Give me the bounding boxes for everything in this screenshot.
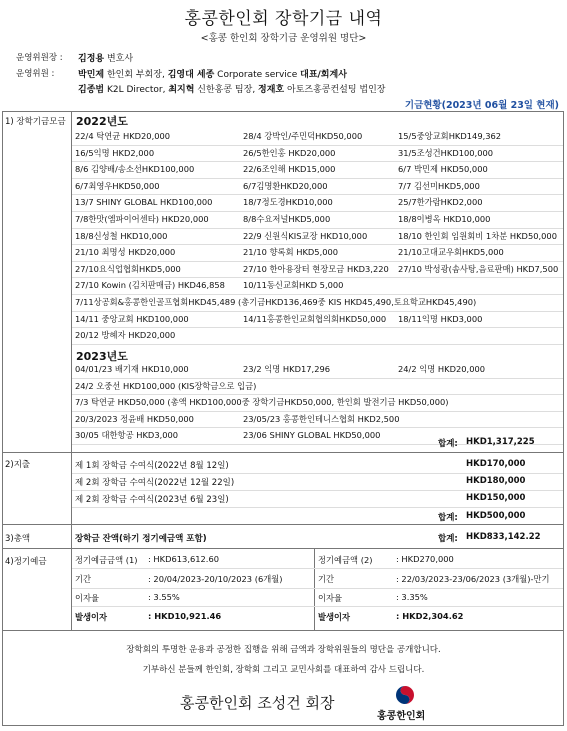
committee-text-run: 김영대 세종: [167, 70, 215, 80]
donation-entry: 23/2 익명 HKD17,296: [243, 364, 331, 374]
committee-text-run: 아토즈홍콩컨설팅 법인장: [284, 85, 386, 95]
donation-entry: 16/5익명 HKD2,000: [75, 147, 155, 158]
column-divider: [71, 111, 72, 631]
deposit-divider: [314, 548, 315, 630]
footer-note-transparency: 장학회의 투명한 운용과 공정한 집행을 위해 금액과 장학위원들의 명단을 공개합니다.: [126, 645, 441, 655]
association-logo: [360, 685, 450, 725]
row-line: [72, 228, 563, 229]
donation-entry: 22/4 탁연균 HKD20,000: [75, 131, 171, 141]
row-line: [72, 145, 563, 146]
section-label-total: 3)총액: [5, 534, 31, 544]
row-line: [72, 211, 563, 212]
donation-entry: 22/9 신원식KIS교장 HKD10,000: [243, 230, 368, 241]
row-line: [72, 178, 563, 179]
members-label: 운영위원 :: [16, 69, 55, 79]
donation-entry: 18/8신성철 HKD10,000: [75, 230, 168, 241]
deposit1-interest-value: : HKD10,921.46: [148, 611, 222, 621]
expenditure-amount-3: HKD150,000: [466, 493, 526, 503]
donation-entry: 27/10 박성광(솜사탕,음료판매) HKD7,500: [398, 263, 559, 274]
committee-text-run: K2L Director,: [104, 85, 169, 95]
deposit2-rate-label: 이자율: [318, 593, 343, 603]
chair-name: 김정용: [78, 54, 105, 64]
donation-entry: 22/6조인해 HKD15,000: [243, 164, 336, 175]
row-line: [72, 277, 563, 278]
donation-entry: 04/01/23 배기재 HKD10,000: [75, 364, 189, 374]
divider-deposits-end: [2, 630, 564, 631]
deposit2-period-label: 기간: [318, 574, 335, 584]
donation-entry: 18/7정도경HKD10,000: [243, 197, 333, 208]
row-line: [72, 507, 563, 508]
donation-entry: 18/10 한인회 임원회비 1차분 HKD50,000: [398, 230, 557, 241]
row-line: [72, 194, 563, 195]
donation-entry: 25/7한가람HKD2,000: [398, 197, 483, 208]
deposit1-rate-label: 이자율: [75, 593, 100, 603]
expenditure-item-3: 제 2회 장학금 수여식(2023년 6월 23일): [75, 495, 229, 505]
section-label-deposits: 4)정기예금: [5, 557, 47, 567]
row-line: [72, 311, 563, 312]
donation-entry: 26/5한인홍 HKD20,000: [243, 147, 336, 158]
deposit1-amount-label: 정기예금금액 (1): [75, 555, 138, 565]
row-line: [72, 606, 563, 607]
signature: 홍콩한인회 조성건 회장: [180, 694, 335, 712]
section-label-expenditure: 2)지출: [5, 460, 31, 470]
donation-entry: 20/3/2023 정윤배 HKD50,000: [75, 413, 194, 424]
logo-text: 홍콩한인회: [377, 711, 426, 722]
row-line: [72, 427, 563, 428]
donation-entry: 6/7 박민제 HKD50,000: [398, 164, 488, 175]
donation-entry: 23/05/23 홍콩한인테니스협회 HKD2,500: [243, 413, 400, 424]
committee-text-run: 박민제: [78, 70, 105, 80]
donation-entry: 27/10요식업협회HKD5,000: [75, 263, 181, 274]
donation-entry: 10/11동신교회HKD 5,000: [243, 280, 344, 291]
row-line: [72, 588, 563, 589]
row-line: [72, 344, 563, 345]
row-line: [72, 244, 563, 245]
donation-entry: 7/11상공회&홍콩한인골프협회HKD45,489 (총기금HKD136,469중 KIS HKD45,490,토요학교HKD45,490): [75, 297, 477, 307]
divider-balance-end: [2, 548, 564, 549]
deposit1-period-label: 기간: [75, 574, 92, 584]
footer-note-thanks: 기부하신 분들께 한인회, 장학회 그리고 교민사회를 대표하여 감사 드립니다.: [142, 665, 425, 675]
row-line: [72, 294, 563, 295]
year-2023-heading: 2023년도: [76, 350, 128, 363]
row-line: [72, 161, 563, 162]
deposit2-amount-value: : HKD270,000: [396, 554, 454, 564]
donation-entry: 6/7김명환HKD20,000: [243, 180, 328, 191]
donation-entry: 28/4 강박인/주민덕HKD50,000: [243, 131, 363, 141]
donation-entry: 7/7 김선미HKD5,000: [398, 180, 480, 191]
taegeuk-logo-icon: [395, 685, 415, 705]
row-line: [72, 490, 563, 491]
fund-status-date: 기금현황(2023년 06월 23일 현재): [404, 100, 559, 111]
deposit1-amount-value: : HKD613,612.60: [148, 554, 220, 564]
donations-total-value: HKD1,317,225: [466, 437, 535, 447]
donation-entry: 7/8한맛(엠파이어센타) HKD20,000: [75, 214, 209, 224]
donation-entry: 31/5조성건HKD100,000: [398, 147, 494, 158]
row-line: [72, 473, 563, 474]
row-line: [72, 378, 563, 379]
donations-total-label: 합계:: [438, 439, 458, 449]
committee-text-run: 대표/회계사: [300, 70, 347, 80]
donation-entry: 14/11홍콩한인교회협의회HKD50,000: [243, 313, 387, 324]
donation-entry: 13/7 SHINY GLOBAL HKD100,000: [75, 197, 213, 208]
deposit2-period-value: : 22/03/2023-23/06/2023 (3개월)-만기: [396, 574, 550, 584]
donation-entry: 20/12 방혜자 HKD20,000: [75, 330, 176, 341]
balance-total-label: 합계:: [438, 534, 458, 544]
donation-entry: 24/2 오중선 HKD100,000 (KIS장학금으로 입금): [75, 380, 257, 391]
donation-entry: 8/6 김양배/송소선HKD100,000: [75, 164, 195, 175]
document-title: 홍콩한인회 장학기금 내역: [184, 9, 383, 29]
donation-entry: 21/10 향록회 HKD5,000: [243, 247, 339, 258]
deposit1-interest-label: 발생이자: [75, 612, 108, 622]
deposit2-interest-label: 발생이자: [318, 612, 351, 622]
expenditure-amount-1: HKD170,000: [466, 459, 526, 469]
deposit2-amount-label: 정기예금액 (2): [318, 555, 373, 565]
row-line: [72, 411, 563, 412]
expenditure-amount-2: HKD180,000: [466, 476, 526, 486]
row-line: [72, 394, 563, 395]
members-line-1: [78, 67, 347, 80]
year-2022-heading: 2022년도: [76, 115, 128, 128]
donation-entry: 18/8이병옥 HKD10,000: [398, 214, 491, 224]
donation-entry: 24/2 익명 HKD20,000: [398, 364, 486, 374]
committee-text-run: 신한홍콩 팀장,: [194, 85, 259, 95]
members-line-2: [78, 82, 386, 95]
section-label-donations: 1) 장학기금모금: [5, 117, 66, 127]
document-subtitle: <홍콩 한인회 장학기금 운영위원 명단>: [200, 33, 367, 44]
balance-total-value: HKD833,142.22: [466, 532, 541, 542]
donation-entry: 27/10 한아용장터 현장모금 HKD3,220: [243, 263, 389, 274]
deposit2-rate-value: : 3.35%: [396, 592, 428, 602]
row-line: [72, 568, 563, 569]
chair-value: [78, 51, 133, 64]
donation-entry: 14/11 중앙교회 HKD100,000: [75, 313, 189, 324]
expenditure-item-1: 제 1회 장학금 수여식(2022년 8월 12일): [75, 461, 229, 471]
divider-donations-end: [2, 452, 564, 453]
deposit1-period-value: : 20/04/2023-20/10/2023 (6개월): [148, 574, 283, 584]
row-line: [72, 327, 563, 328]
deposit1-rate-value: : 3.55%: [148, 592, 180, 602]
expenditure-total-label: 합계:: [438, 513, 458, 523]
donation-entry: 7/3 탁연균 HKD50,000 (총액 HKD100,000중 장학기금HKD50,000, 한인회 발전기금 HKD50,000): [75, 397, 449, 408]
donation-entry: 8/8수요저널HKD5,000: [243, 214, 331, 224]
expenditure-total-value: HKD500,000: [466, 511, 526, 521]
committee-text-run: 한인회 부회장,: [104, 70, 168, 80]
committee-text-run: 최지혁: [168, 85, 195, 95]
chair-suffix: 변호사: [106, 54, 134, 64]
donation-entry: 21/10 최명성 HKD20,000: [75, 247, 176, 258]
chair-label: 운영위원장 :: [16, 53, 63, 63]
donation-entry: 15/5중앙교회HKD149,362: [398, 131, 502, 141]
donation-entry: 21/10고대교우회HKD5,000: [398, 247, 504, 258]
donation-entry: 18/11익명 HKD3,000: [398, 313, 483, 324]
donation-entry: 30/05 대한항공 HKD3,000: [75, 430, 179, 441]
deposit2-interest-value: : HKD2,304.62: [396, 611, 464, 621]
expenditure-item-2: 제 2회 장학금 수여식(2022년 12월 22일): [75, 478, 235, 488]
committee-text-run: 김종범: [78, 85, 105, 95]
row-line: [72, 261, 563, 262]
donation-entry: 27/10 Kowin (김치판매금) HKD46,858: [75, 280, 225, 291]
donation-entry: 23/06 SHINY GLOBAL HKD50,000: [243, 430, 381, 441]
committee-text-run: Corporate service: [214, 70, 301, 80]
balance-label: 장학금 잔액(하기 정기예금액 포함): [75, 534, 207, 544]
divider-expenditure-end: [2, 524, 564, 525]
donation-entry: 6/7최영우HKD50,000: [75, 180, 160, 191]
committee-text-run: 정재호: [258, 85, 285, 95]
